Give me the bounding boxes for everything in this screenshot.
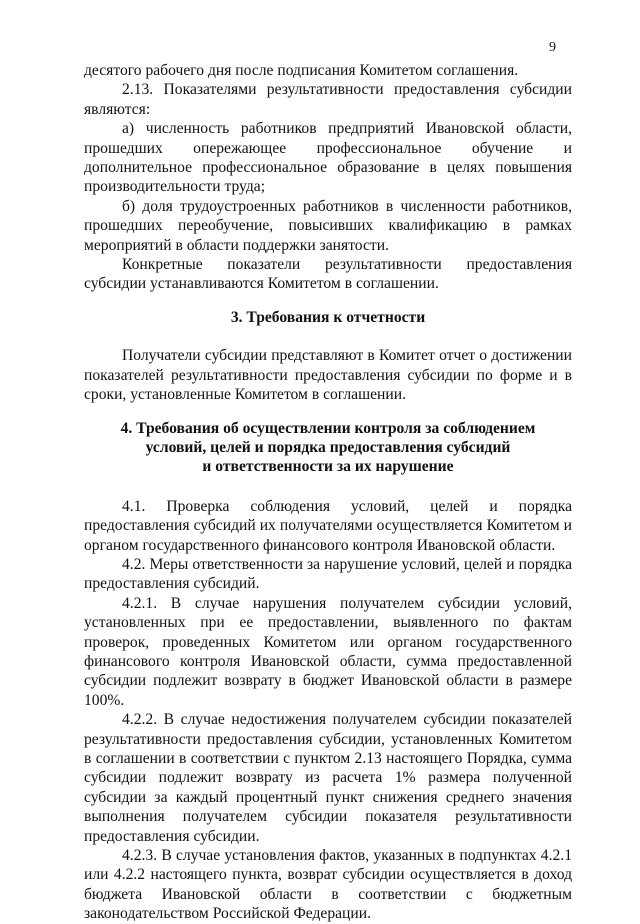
paragraph-4-2-3: 4.2.3. В случае установления фактов, указанных в подпунктах 4.2.1 или 4.2.2 настоящего пункта, возврат субсидии осуществляется в доход бюджета Ивановской области в соответствии с бюджетным законодательством Российской Федерации. — [84, 847, 572, 923]
section-4-heading — [84, 419, 572, 477]
paragraph-4-2-1: 4.2.1. В случае нарушения получателем субсидии условий, установленных при ее предоставлении, выявленного по фактам проверок, проведенных Комитетом или органом государственного финансового контроля Ивановской области, сумма предоставленной субсидии подлежит возврату в бюджет Ивановской области в размере 100%. — [84, 594, 572, 709]
section-3-heading: 3. Требования к отчетности — [230, 308, 426, 326]
paragraph-2-13: 2.13. Показателями результативности предоставления субсидии являются: — [84, 81, 572, 118]
paragraph-intro: десятого рабочего дня после подписания Комитетом соглашения. — [84, 62, 519, 79]
section-4-heading-line-3: и ответственности за их нарушение — [202, 458, 454, 476]
paragraph-item-a: а) численность работников предприятий Ивановской области, прошедших опережающее профессиональное обучение и дополнительное профессиональное образование в целях повышения производительности труда; — [84, 120, 572, 196]
paragraph-4-2: 4.2. Меры ответственности за нарушение условий, целей и порядка предоставления субсидий. — [84, 555, 572, 593]
paragraph-4-1: 4.1. Проверка соблюдения условий, целей и порядка предоставления субсидий их получателями осуществляется Комитетом и органом государственного финансового контроля Ивановской области. — [84, 497, 572, 554]
paragraph-item-b: б) доля трудоустроенных работников в численности работников, прошедших переобучение, повысивших квалификацию в рамках мероприятий в области поддержки занятости. — [84, 197, 572, 254]
section-4-heading-line-2: условий, целей и порядка предоставления субсидий — [145, 438, 511, 456]
paragraph-4-2-2: 4.2.2. В случае недостижения получателем субсидии показателей результативности предоставления субсидии, установленных Комитетом в соглашении в соответствии с пунктом 2.13 настоящего Порядка, сумма субсидии подлежит возврату из расчета 1% размера полученной субсидии за каждый процентный пункт снижения среднего значения выполнения получателем субсидии показателя результативности предоставления субсидии. — [84, 711, 572, 845]
page-number: 9 — [549, 40, 556, 55]
section-4-heading-line-1: 4. Требования об осуществлении контроля за соблюдением — [120, 419, 536, 437]
document-body — [84, 61, 572, 924]
section-3-paragraph: Получатели субсидии представляют в Комитет отчет о достижении показателей результативности предоставления субсидии по форме и в сроки, установленные Комитетом в соглашении. — [84, 347, 572, 404]
paragraph-concrete-indicators: Конкретные показатели результативности предоставления субсидии устанавливаются Комитетом в соглашении. — [84, 256, 572, 293]
